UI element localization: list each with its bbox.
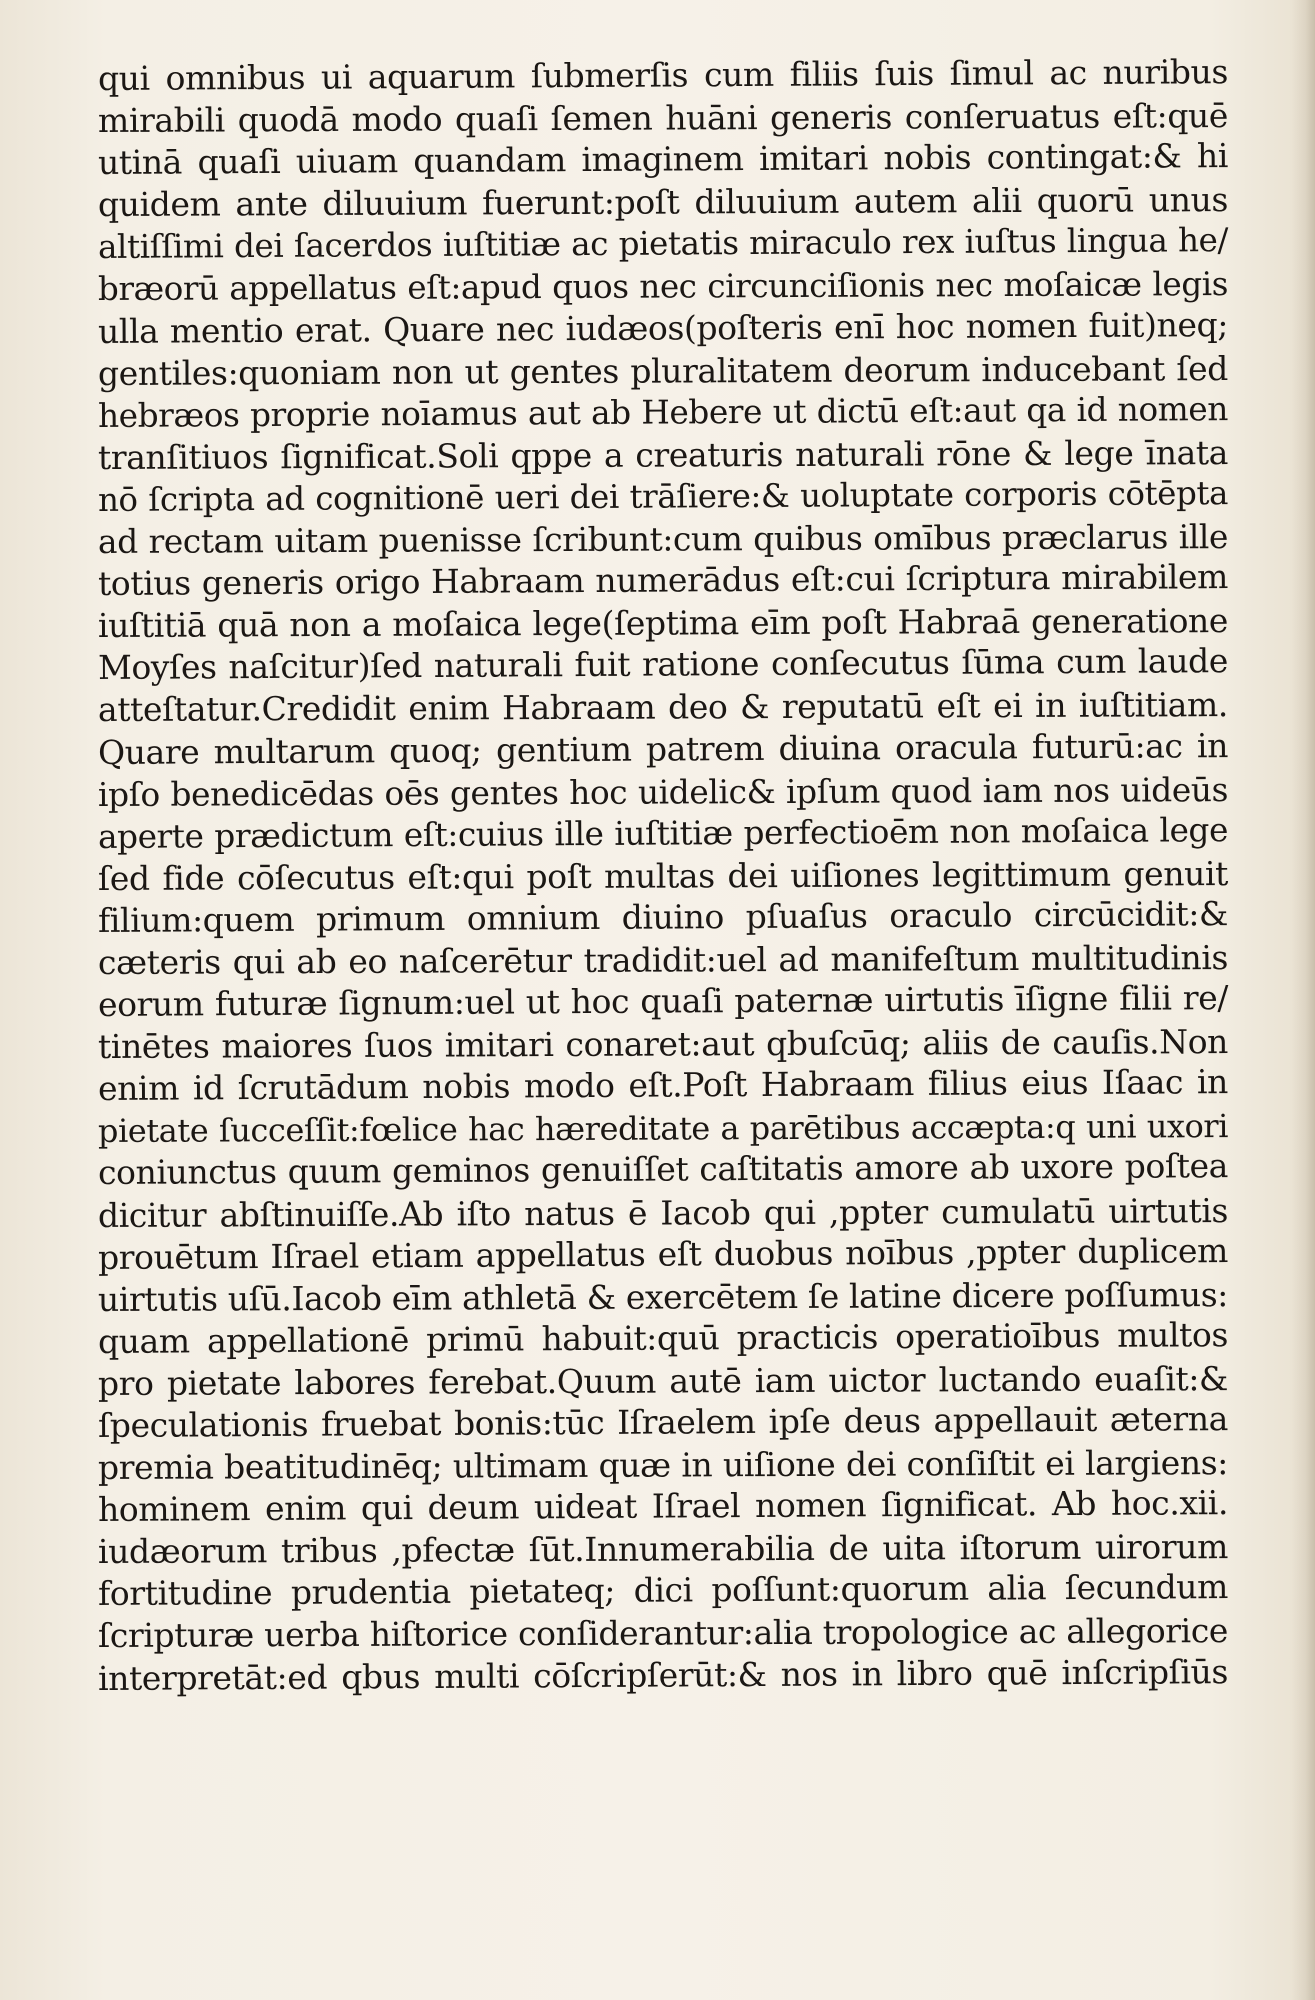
text-line: iuſtitiā quā non a moſaica lege(ſeptima eīm poſt Habraā generatione (97, 601, 1229, 646)
text-line: bræorū appellatus eſt:apud quos nec circunciſionis nec moſaicæ legis (97, 265, 1229, 309)
text-line: hominem enim qui deum uideat Iſrael nomen ſignificat. Ab hoc.xii. (97, 1483, 1229, 1530)
text-line: quam appellationē primū habuit:quū practicis operatioībus multos (97, 1314, 1229, 1361)
text-line: ipſo benedicēdas oēs gentes hoc uidelic& ipſum quod iam nos uideūs (97, 770, 1229, 814)
text-line: utinā quaſi uiuam quandam imaginem imitari nobis contingat:& hi (97, 136, 1229, 183)
text-line: tranſitiuos ſignificat.Soli qppe a creaturis naturali rōne & lege īnata (97, 432, 1229, 477)
text-line: enim id ſcrutādum nobis modo eſt.Poſt Habraam filius eius Iſaac in (97, 1062, 1229, 1109)
text-line: ſed fide cōſecutus eſt:qui poſt multas dei uiſiones legittimum genuit (97, 853, 1229, 898)
text-line: dicitur abſtinuiſſe.Ab iſto natus ē Iacob qui ,ppter cumulatū uirtutis (97, 1190, 1229, 1235)
text-line: ad rectam uitam puenisse ſcribunt:cum quibus omībus præclarus ille (97, 518, 1229, 562)
text-line: Moyſes naſcitur)ſed naturali fuit ratione conſecutus ſūma cum laude (97, 641, 1229, 688)
text-line: eorum futuræ ſignum:uel ut hoc quaſi paternæ uirtutis īſigne filii re/ (97, 978, 1229, 1025)
text-line: ulla mentio erat. Quare nec iudæos(poſteris enī hoc nomen fuit)neq; (97, 304, 1229, 351)
text-line: filium:quem primum omnium diuino pſuaſus oraculo circūcidit:& (97, 893, 1229, 940)
text-line: prouētum Iſrael etiam appellatus eſt duobus noībus ,ppter duplicem (97, 1230, 1229, 1277)
text-line: pietate ſucceſſit:fœlice hac hæreditate a parētibus accæpta:q uni uxori (97, 1107, 1229, 1151)
text-line: gentiles:quoniam non ut gentes pluralitatem deorum inducebant ſed (97, 348, 1229, 393)
page-right-edge (1291, 0, 1315, 2000)
text-line: mirabili quodā modo quaſi ſemen huāni generis conſeruatus eſt:quē (97, 96, 1229, 141)
text-line: totius generis origo Habraam numerādus eſt:cui ſcriptura mirabilem (97, 557, 1229, 604)
text-line: quidem ante diluuium fuerunt:poſt diluuium autem alii quorū unus (97, 180, 1229, 225)
text-line: fortitudine prudentia pietateq; dici poſſunt:quorum alia ſecundum (97, 1567, 1229, 1614)
text-line: hebræos proprie noīamus aut ab Hebere ut dictū eſt:aut qa id nomen (97, 389, 1229, 435)
text-line: aperte prædictum eſt:cuius ille iuſtitiæ perfectioēm non moſaica lege (97, 810, 1229, 856)
text-line: interpretāt:ed qbus multi cōſcripſerūt:& nos in libro quē inſcripſiūs (97, 1651, 1229, 1698)
text-line: cæteris qui ab eo naſcerētur tradidit:uel ad manifeſtum multitudinis (97, 938, 1229, 982)
text-line: tinētes maiores ſuos imitari conaret:aut qbuſcūq; aliis de cauſis.Non (97, 1022, 1229, 1067)
text-line: coniunctus quum geminos genuiſſet caſtitatis amore ab uxore poſtea (97, 1146, 1229, 1193)
text-line: pro pietate labores ferebat.Quum autē iam uictor luctando euaſit:& (97, 1358, 1229, 1403)
text-line: qui omnibus ui aquarum ſubmerſis cum filiis ſuis ſimul ac nuribus (97, 52, 1229, 98)
text-line: Quare multarum quoq; gentium patrem diuina oracula futurū:ac in (97, 725, 1229, 772)
text-line: atteſtatur.Credidit enim Habraam deo & reputatū eſt ei in iuſtitiam. (97, 685, 1229, 730)
text-line: ſcripturæ uerba hiſtorice conſiderantur:alia tropologice ac allegorice (97, 1611, 1229, 1656)
text-line: uirtutis uſū.Iacob eīm athletā & exercētem ſe latine dicere poſſumus: (97, 1274, 1229, 1319)
text-block (97, 52, 1229, 1700)
text-line: ſpeculationis fruebat bonis:tūc Iſraelem ipſe deus appellauit æterna (97, 1399, 1229, 1445)
text-line: iudæorum tribus ,pfectæ ſūt.Innumerabilia de uita iſtorum uirorum (97, 1527, 1229, 1572)
text-line: nō ſcripta ad cognitionē ueri dei trāſiere:& uoluptate corporis cōtēpta (97, 474, 1229, 519)
text-line: premia beatitudinēq; ultimam quæ in uiſione dei conſiſtit ei largiens: (97, 1443, 1229, 1488)
text-line: altiſſimi dei ſacerdos iuſtitiæ ac pietatis miraculo rex iuſtus lingua he/ (97, 221, 1229, 267)
